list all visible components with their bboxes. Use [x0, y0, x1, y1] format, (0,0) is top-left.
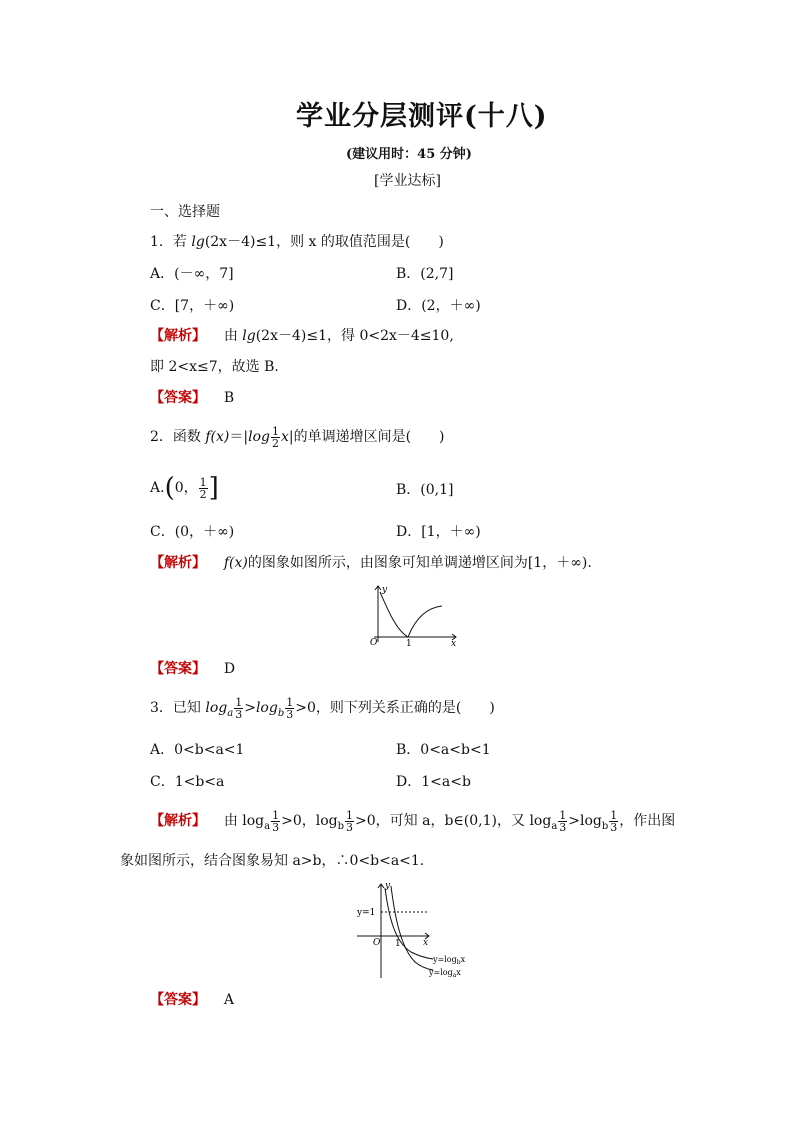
q2-answer: 【答案】 D: [150, 661, 236, 677]
q3-analysis: 【解析】 由 $\log_a$ $\frac{1}{3}$ >0，$\log_b$ $\frac{1}{3}$ >0，可知 a，b∈(0,1)，又 $\log_a$ $\frac{1}{3}$ $>\log_b$ $\frac{1}{3}$ ，作出图: [150, 808, 676, 834]
q2-option-a: A.(0， $\frac{1}{2}$ ]: [150, 473, 219, 503]
answer-label: 【答案】: [150, 992, 206, 1008]
graph-curve-a-label: $y=\log_ax$: [429, 968, 461, 979]
q3-option-a: A．0<b<a<1: [150, 742, 245, 758]
graph-line-label: y=1: [357, 908, 376, 918]
q3-fraction-1: $\frac{1}{3}$: [235, 695, 243, 721]
q1-option-a: A．(－∞，7]: [150, 266, 234, 282]
q1-analysis: 【解析】 由 lg(2x－4)≤1，得 0<2x－4≤10,: [150, 328, 454, 344]
curve-log-b: [385, 888, 433, 959]
q1-answer: 【答案】 B: [150, 390, 235, 406]
analysis-label: 【解析】: [150, 328, 206, 344]
q3-answer: 【答案】 A: [150, 992, 234, 1008]
q1-option-c: C．[7，＋∞): [150, 298, 235, 314]
page-title: 学业分层测评(十八): [296, 101, 548, 132]
graph-tick-label: 1: [406, 639, 412, 649]
time-note: (建议用时：45 分钟): [346, 147, 472, 162]
q2-option-b: B．(0,1]: [396, 482, 454, 498]
section-tag: [学业达标]: [374, 173, 441, 189]
q2-option-a-fraction: $\frac{1}{2}$: [199, 475, 207, 501]
q3-graph: [355, 878, 480, 978]
graph-curve-b-label: $y=\log_bx$: [433, 955, 466, 966]
q1-stem: 1．若 lg(2x－4)≤1，则 x 的取值范围是( ): [150, 234, 444, 250]
q3-stem: 3．已知 $\log_a$ $\frac{1}{3}$ $>\log_b$ $\frac{1}{3}$ >0，则下列关系正确的是( ): [150, 695, 495, 721]
q1-option-b: B．(2,7]: [396, 266, 454, 282]
q3-analysis-line2: 象如图所示，结合图象易知 a>b，∴0<b<a<1.: [120, 853, 425, 869]
graph-tick-label: 1: [395, 939, 401, 949]
q2-option-c: C．(0，＋∞): [150, 524, 235, 540]
graph-x-label: x: [423, 938, 429, 948]
q3-option-c: C．1<b<a: [150, 774, 225, 790]
q2-graph: [362, 582, 462, 648]
q2-stem: 2．函数 f(x)＝|log $\frac{1}{2}$ x|的单调递增区间是( ): [150, 424, 445, 450]
q3-fraction-2: $\frac{1}{3}$: [286, 695, 294, 721]
q2-option-d: D．[1，＋∞): [396, 524, 481, 540]
q2-fraction: $\frac{1}{2}$: [271, 424, 279, 450]
graph-origin-label: O: [370, 638, 378, 648]
analysis-label: 【解析】: [150, 813, 206, 829]
graph-x-label: x: [451, 639, 457, 649]
graph-y-label: y: [385, 881, 391, 891]
q1-analysis-line2: 即 2<x≤7，故选 B.: [150, 359, 279, 375]
q1-option-d: D．(2，＋∞): [396, 298, 481, 314]
graph-origin-label: O: [373, 938, 381, 948]
abs-log-curve: [380, 592, 442, 637]
analysis-label: 【解析】: [150, 555, 206, 571]
graph-y-label: y: [382, 585, 388, 595]
answer-label: 【答案】: [150, 390, 206, 406]
q3-option-d: D．1<a<b: [396, 774, 471, 790]
q3-option-b: B．0<a<b<1: [396, 742, 491, 758]
answer-label: 【答案】: [150, 661, 206, 677]
section-heading: 一、选择题: [150, 204, 220, 220]
q2-analysis: 【解析】 f(x)的图象如图所示，由图象可知单调递增区间为[1，＋∞).: [150, 555, 592, 571]
